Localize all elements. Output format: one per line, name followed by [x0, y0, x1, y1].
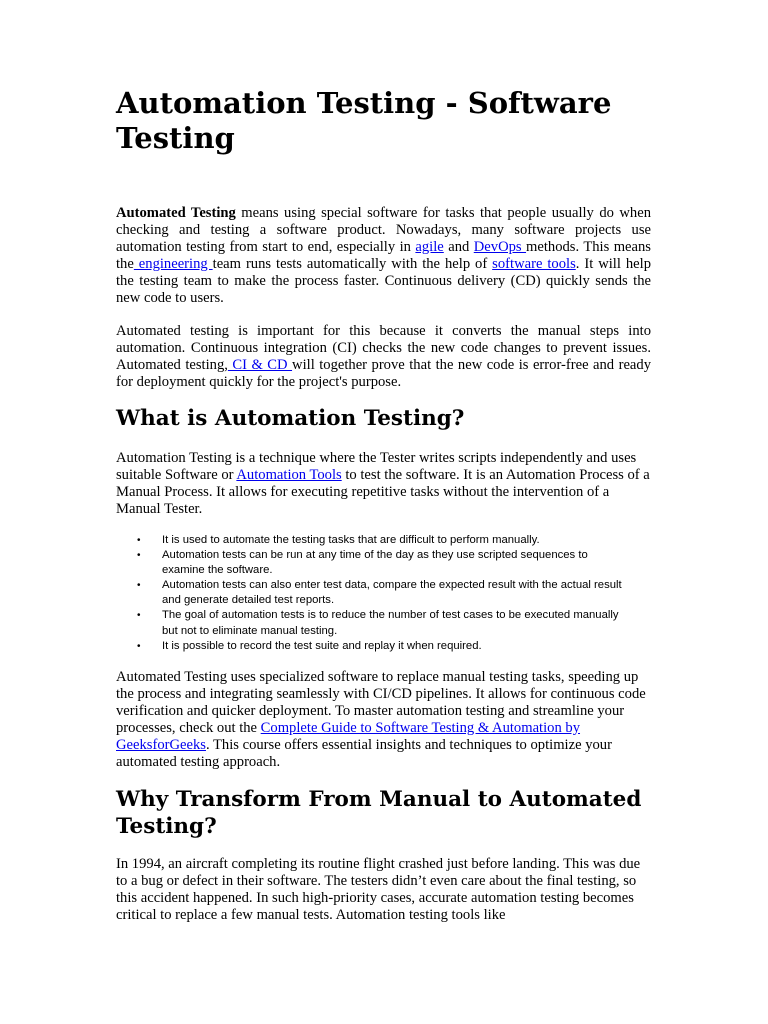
section-heading-why-transform: Why Transform From Manual to Automated Testing? — [116, 787, 642, 839]
benefit-line: Automation tests can be run at any time of the day as they use scripted sequences to — [162, 549, 588, 562]
specialized-text-1: Automated Testing uses specialized software to replace manual testing tasks, speeding up the process and integrating seamlessly with CI/CD pipelines. It allows for continuous code verification and quicker deployment. To master automation testing and streamline your processes, check out the — [116, 669, 646, 736]
benefit-line: It is used to automate the testing tasks that are difficult to perform manually. — [162, 534, 540, 546]
benefit-line: Automation tests can also enter test data, compare the expected result with the actual result — [162, 579, 622, 592]
intro-paragraph-block — [116, 205, 651, 306]
definition-text-1: Automation Testing is a technique where the Tester writes scripts independently and uses suitable Software or — [116, 450, 637, 483]
section-what-is-automation — [116, 405, 651, 432]
second-paragraph — [116, 323, 651, 391]
benefit-line: and generate detailed test reports. — [162, 594, 335, 607]
para2-text-1: Automated testing is important for this because it converts the manual steps into automation. Continuous integration (CI) checks the new code changes to prevent issues. Automated testing, — [116, 323, 651, 373]
definition-text-2: to test the software. It is an Automation Process of a Manual Process. It allows for executing repetitive tasks without the intervention of a Manual Tester. — [116, 466, 650, 517]
benefit-list-item — [137, 578, 661, 608]
benefit-list-item — [137, 608, 661, 638]
bullet-icon: • — [137, 640, 141, 652]
para2-text-2: will together prove that the new code is error-free and ready for deployment quickly for the project's purpose. — [116, 356, 651, 390]
section-why-transform — [116, 786, 651, 840]
software-tools-link[interactable]: software tools — [492, 255, 576, 272]
intro-bold-term: Automated Testing — [116, 205, 236, 221]
automation-tools-link[interactable]: Automation Tools — [236, 466, 342, 483]
intro-paragraph — [116, 205, 651, 306]
intro-text-3: methods. This means the — [116, 238, 651, 272]
benefits-bullet-list — [116, 533, 661, 654]
aircraft-paragraph-block — [116, 856, 651, 924]
definition-paragraph-block — [116, 450, 651, 518]
section-heading-what-is: What is Automation Testing? — [116, 406, 465, 431]
definition-paragraph — [116, 450, 651, 518]
devops-link[interactable]: DevOps — [473, 238, 527, 255]
specialized-text-2: . This course offers essential insights and techniques to optimize your automated testing approach. — [116, 736, 612, 770]
benefit-line: but not to eliminate manual testing. — [162, 624, 338, 637]
intro-text-5: . It will help the testing team to make the process faster. Continuous delivery (CD) quickly sends the new code to users. — [116, 255, 651, 306]
intro-text-1: means using special software for tasks that people usually do when checking and testing a software product. Nowadays, many software projects use automation testing from start to end, especially in — [116, 205, 652, 255]
benefit-list-item — [137, 639, 661, 654]
benefit-line: examine the software. — [162, 564, 273, 577]
benefit-line: The goal of automation tests is to reduce the number of test cases to be executed manually — [162, 609, 619, 622]
intro-text-4: team runs tests automatically with the help of — [212, 255, 493, 272]
aircraft-paragraph: In 1994, an aircraft completing its routine flight crashed just before landing. This was due to a bug or defect in their software. The testers didn’t even care about the final testing, so this accident happened. In such high-priority cases, accurate automation testing becomes critical to replace a few manual tests. Automation testing tools like — [116, 856, 641, 923]
ci-cd-link[interactable]: CI & CD — [227, 356, 293, 373]
benefits-list-block — [116, 533, 661, 654]
intro-text-2: and — [443, 238, 474, 255]
page-title: Automation Testing - Software Testing — [116, 86, 612, 155]
complete-guide-link[interactable]: Complete Guide to Software Testing & Automation by GeeksforGeeks — [116, 719, 581, 753]
benefit-list-item — [137, 533, 661, 548]
specialized-software-paragraph-block — [116, 669, 651, 770]
specialized-software-paragraph — [116, 669, 651, 770]
second-paragraph-block — [116, 323, 651, 391]
bullet-icon: • — [137, 610, 141, 622]
benefit-list-item — [137, 548, 661, 578]
bullet-icon: • — [137, 550, 141, 562]
benefit-line: It is possible to record the test suite and replay it when required. — [162, 639, 482, 652]
engineering-link[interactable]: engineering — [133, 255, 213, 272]
bullet-icon: • — [137, 580, 141, 592]
bullet-icon: • — [137, 535, 141, 546]
agile-link[interactable]: agile — [415, 238, 444, 255]
